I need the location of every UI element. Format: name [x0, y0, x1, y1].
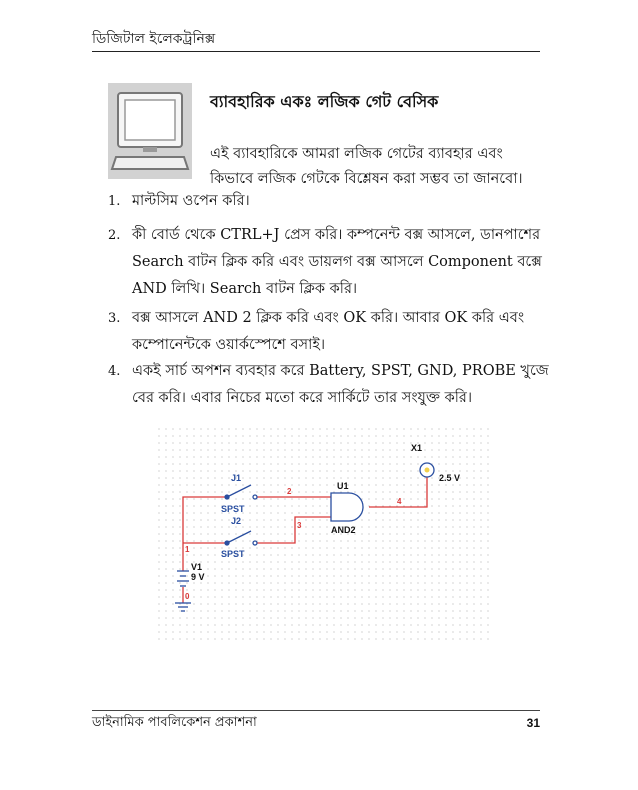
step-line: কম্পোনেন্টকে ওয়ার্কস্পেশে বসাই। [132, 337, 326, 353]
switch2-label: J2 [231, 516, 242, 526]
and-gate [331, 493, 363, 521]
circuit-wires [183, 477, 427, 603]
net-label: 2 [287, 487, 292, 496]
step-line: কী বোর্ড থেকে CTRL+J প্রেস করি। কম্পনেন্ট বক্স আসলে, ডানপাশের [132, 227, 541, 243]
step-line: Search বাটন ক্লিক করি এবং ডায়লগ বক্স আসলে Component বক্সে [132, 254, 542, 270]
section-intro [210, 142, 550, 192]
workspace-grid [158, 428, 488, 639]
wire-net3 [257, 517, 331, 543]
computer-icon [108, 83, 192, 179]
page-number: 31 [526, 716, 540, 730]
net-label: 1 [185, 545, 190, 554]
header-rule [92, 51, 540, 52]
switch-j2 [225, 531, 257, 545]
step-line: একই সার্চ অপশন ব্যবহার করে Battery, SPST, GND, PROBE খুজে [132, 363, 549, 379]
footer-publisher: ডাইনামিক পাবলিকেশন প্রকাশনা [92, 715, 257, 730]
net-label: 4 [397, 497, 402, 506]
step-line: বের করি। এবার নিচের মতো করে সার্কিটে তার সংযুক্ত করি। [132, 390, 473, 406]
gate-label: U1 [337, 481, 349, 491]
ground-symbol [175, 603, 191, 611]
battery-label: V1 [191, 562, 203, 572]
section-title: ব্যাবহারিক একঃ লজিক গেট বেসিক [210, 92, 439, 111]
probe-label: X1 [411, 443, 423, 453]
step-line: মাল্টসিম ওপেন করি। [132, 193, 250, 209]
circuit-schematic [155, 425, 495, 643]
net-label: 3 [297, 521, 302, 530]
probe-x1 [420, 463, 434, 477]
step-number: 4. [108, 364, 121, 379]
page-header: ডিজিটাল ইলেকট্রনিক্স [92, 31, 216, 47]
switch2-type: SPST [221, 549, 245, 559]
battery-voltage: 9 V [191, 572, 205, 582]
switch1-label: J1 [231, 473, 242, 483]
net-label: 0 [185, 592, 190, 601]
intro-line: এই ব্যাবহারিকে আমরা লজিক গেটের ব্যাবহার এবং [210, 146, 503, 162]
step-number: 2. [108, 228, 121, 243]
battery-v1 [177, 571, 189, 586]
gate-type: AND2 [331, 525, 356, 535]
step-line: বক্স আসলে AND 2 ক্লিক করি এবং OK করি। আবার OK করি এবং [132, 310, 525, 326]
step-line: AND লিখি। Search বাটন ক্লিক করি। [132, 281, 358, 297]
probe-voltage: 2.5 V [439, 473, 461, 483]
step-number: 3. [108, 311, 121, 326]
switch1-type: SPST [221, 504, 245, 514]
intro-line: কিভাবে লজিক গেটকে বিশ্লেষন করা সম্ভব তা জানবো। [210, 171, 523, 187]
step-number: 1. [108, 194, 121, 209]
switch-j1 [225, 485, 257, 499]
footer-rule [92, 710, 540, 711]
